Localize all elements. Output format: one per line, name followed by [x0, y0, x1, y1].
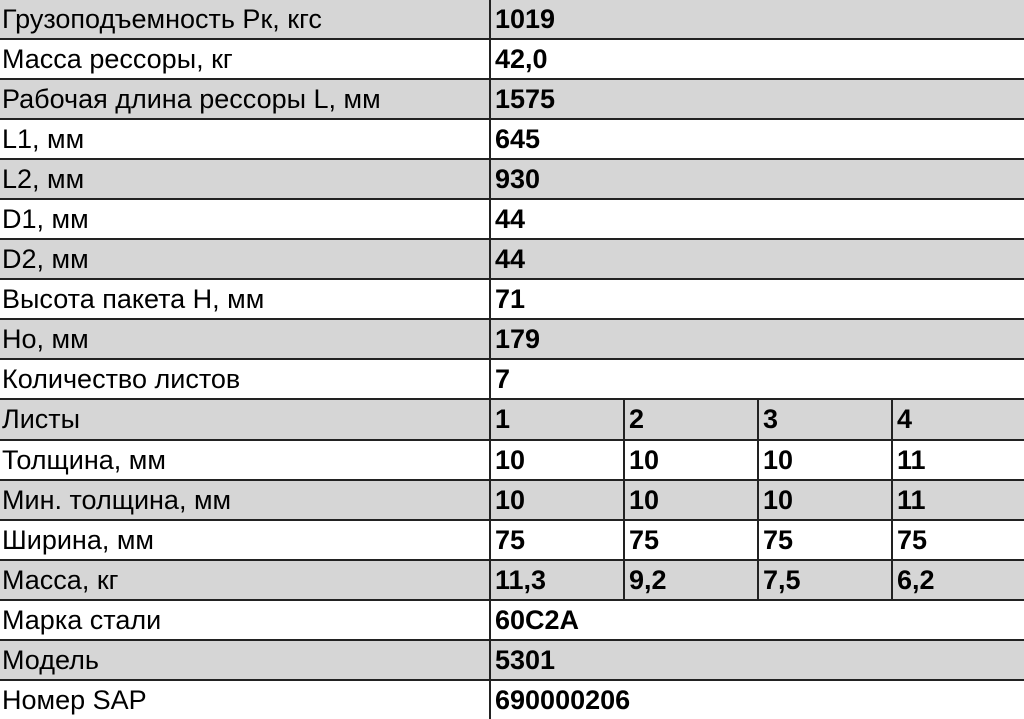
leaf-cell: 10	[624, 440, 758, 480]
row-label: Количество листов	[0, 359, 490, 399]
table-row	[0, 279, 1024, 319]
table-row	[0, 399, 1024, 439]
leaf-cell: 75	[892, 520, 1024, 560]
row-label: Марка стали	[0, 600, 490, 640]
table-row	[0, 680, 1024, 719]
row-value: 179	[490, 319, 1024, 359]
row-label: Листы	[0, 399, 490, 439]
table-row	[0, 39, 1024, 79]
leaf-cell: 2	[624, 399, 758, 439]
table-row	[0, 359, 1024, 399]
leaf-cell: 10	[758, 480, 892, 520]
row-label: Но, мм	[0, 319, 490, 359]
leaf-cell: 10	[490, 440, 624, 480]
leaf-cell: 75	[624, 520, 758, 560]
table-row	[0, 79, 1024, 119]
leaf-cell: 7,5	[758, 560, 892, 600]
row-label: Рабочая длина рессоры L, мм	[0, 79, 490, 119]
leaf-cell: 9,2	[624, 560, 758, 600]
leaf-cell: 10	[758, 440, 892, 480]
row-value: 44	[490, 199, 1024, 239]
leaf-cell: 1	[490, 399, 624, 439]
row-label: Масса, кг	[0, 560, 490, 600]
row-label: L2, мм	[0, 159, 490, 199]
row-value: 44	[490, 239, 1024, 279]
table-row	[0, 440, 1024, 480]
table-row	[0, 520, 1024, 560]
row-value: 5301	[490, 640, 1024, 680]
row-label: D2, мм	[0, 239, 490, 279]
row-label: Номер SAP	[0, 680, 490, 719]
leaf-cell: 11	[892, 480, 1024, 520]
row-value: 71	[490, 279, 1024, 319]
table-row	[0, 319, 1024, 359]
row-value: 645	[490, 119, 1024, 159]
leaf-cell: 4	[892, 399, 1024, 439]
row-label: Модель	[0, 640, 490, 680]
row-label: Грузоподъемность Рк, кгс	[0, 0, 490, 39]
table-row	[0, 480, 1024, 520]
row-label: Мин. толщина, мм	[0, 480, 490, 520]
row-label: Толщина, мм	[0, 440, 490, 480]
leaf-cell: 3	[758, 399, 892, 439]
table-row	[0, 199, 1024, 239]
leaf-cell: 11,3	[490, 560, 624, 600]
row-label: Ширина, мм	[0, 520, 490, 560]
row-value: 1019	[490, 0, 1024, 39]
row-label: Высота пакета Н, мм	[0, 279, 490, 319]
leaf-cell: 11	[892, 440, 1024, 480]
row-value: 930	[490, 159, 1024, 199]
table-row	[0, 560, 1024, 600]
row-value: 60С2А	[490, 600, 1024, 640]
table-row	[0, 159, 1024, 199]
table-row	[0, 119, 1024, 159]
row-value: 690000206	[490, 680, 1024, 719]
table-row	[0, 640, 1024, 680]
table-row	[0, 0, 1024, 39]
table-row	[0, 239, 1024, 279]
leaf-cell: 75	[758, 520, 892, 560]
leaf-cell: 75	[490, 520, 624, 560]
leaf-cell: 6,2	[892, 560, 1024, 600]
row-value: 42,0	[490, 39, 1024, 79]
row-label: L1, мм	[0, 119, 490, 159]
row-value: 7	[490, 359, 1024, 399]
table-row	[0, 600, 1024, 640]
row-label: D1, мм	[0, 199, 490, 239]
leaf-cell: 10	[490, 480, 624, 520]
row-label: Масса рессоры, кг	[0, 39, 490, 79]
leaf-cell: 10	[624, 480, 758, 520]
row-value: 1575	[490, 79, 1024, 119]
